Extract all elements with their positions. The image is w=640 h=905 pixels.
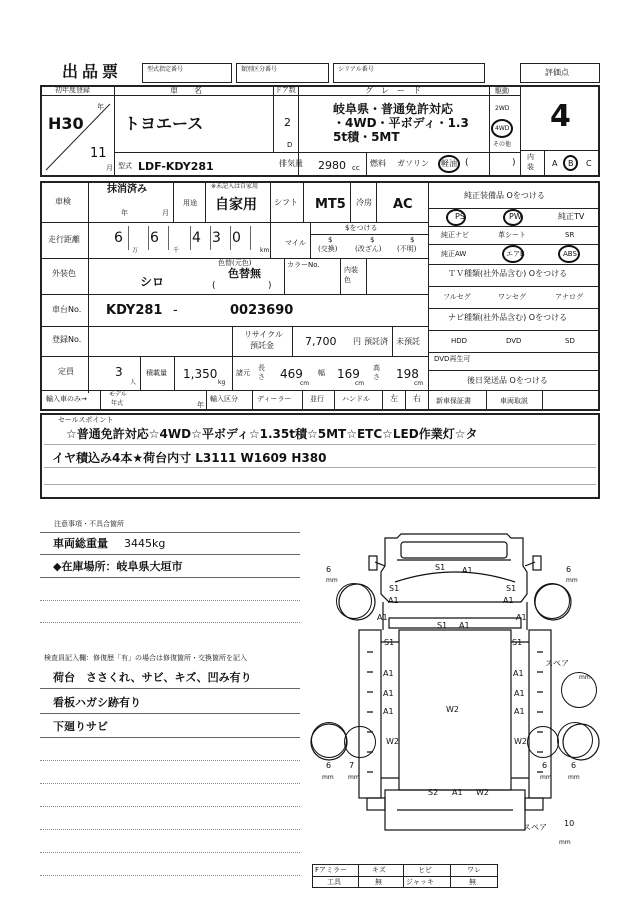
first-reg-month: 11 bbox=[90, 146, 107, 161]
after-title: 後日発送品 Oをつける bbox=[467, 376, 548, 385]
capacity-label: 定員 bbox=[58, 367, 74, 376]
import-year-unit: 年 bbox=[197, 401, 204, 409]
legend-r4: 無 bbox=[469, 878, 476, 886]
mark-w2: W2 bbox=[476, 788, 489, 797]
import-right: 右 bbox=[413, 394, 421, 403]
aircon-value: AC bbox=[393, 197, 413, 212]
katashiki-box bbox=[142, 63, 232, 83]
dims-len-label: 長さ bbox=[258, 364, 265, 381]
tv-analog: アナログ bbox=[555, 293, 583, 301]
color-label: 外装色 bbox=[52, 269, 76, 278]
chassis-prefix: KDY281 bbox=[106, 303, 163, 318]
tv-fullseg: フルセグ bbox=[443, 293, 471, 301]
equip-pw: PW bbox=[509, 212, 522, 221]
dims-width-label: 幅 bbox=[318, 369, 325, 377]
model-label: 型式 bbox=[118, 162, 132, 170]
mark-a1: A1 bbox=[383, 707, 394, 716]
equip-aw: 純正AW bbox=[441, 250, 467, 258]
aircon-label: 冷房 bbox=[356, 198, 372, 207]
inspector-line2: 看板ハガシ跡有り bbox=[53, 696, 141, 709]
first-reg-era: H30 bbox=[48, 114, 84, 133]
equip-airbag-circle bbox=[502, 245, 524, 263]
navi-title: ナビ種類(社外品含む) Oをつける bbox=[448, 313, 568, 322]
equip-sr: SR bbox=[565, 231, 575, 239]
equip-navi: 純正ナビ bbox=[441, 231, 469, 239]
usage-value: 自家用 bbox=[215, 197, 257, 213]
chassis-number: 0023690 bbox=[230, 303, 294, 318]
doors-value: 2 bbox=[284, 116, 291, 129]
navi-hdd: HDD bbox=[451, 337, 468, 345]
mileage-label: 走行距離 bbox=[48, 235, 80, 244]
after-warranty: 新車保証書 bbox=[436, 397, 471, 405]
notes-gvw-value: 3445kg bbox=[124, 537, 166, 550]
mark-w2: W2 bbox=[514, 737, 527, 746]
dims-height: 198 bbox=[396, 367, 419, 381]
fuel-diesel-circle bbox=[438, 155, 460, 173]
inspection-label: 車検 bbox=[55, 197, 71, 206]
legend-h2: キズ bbox=[372, 866, 386, 874]
katashiki-label: 型式指定番号 bbox=[147, 66, 184, 73]
tire-rear-left2-icon bbox=[344, 726, 376, 758]
grade-line1: 岐阜県・普通免許対応 bbox=[333, 102, 454, 116]
color-paren-close: ) bbox=[268, 281, 272, 291]
interior-b: B bbox=[568, 159, 574, 168]
tire-rl2-mm: mm bbox=[348, 774, 360, 781]
mark-a1: A1 bbox=[514, 707, 525, 716]
tire-rl2-depth: 7 bbox=[349, 761, 355, 770]
mileage-man: 万 bbox=[132, 247, 139, 254]
notes-location: ◆在庫場所：岐阜県大垣市 bbox=[53, 560, 183, 573]
grade-label: グ レ ー ド bbox=[365, 86, 421, 95]
equip-tv: 純正TV bbox=[558, 212, 585, 221]
tire-front-left-icon bbox=[336, 583, 372, 619]
mileage-mile-label: マイル bbox=[285, 239, 306, 247]
car-name-label: 車 名 bbox=[170, 86, 202, 95]
color-change-label: 色替(元色) bbox=[218, 259, 252, 267]
score-label-box bbox=[520, 63, 600, 83]
notes-gvw-label: 車両総重量 bbox=[53, 537, 108, 550]
odometer-opt1: $ bbox=[328, 236, 333, 244]
equip-ps: PS bbox=[455, 212, 465, 221]
mark-a1: A1 bbox=[383, 669, 394, 678]
sales-label: セールスポイント bbox=[58, 416, 114, 424]
serial-box bbox=[333, 63, 485, 83]
spare2-mm: mm bbox=[559, 839, 571, 846]
score-value: 4 bbox=[550, 99, 571, 134]
odometer-opt3-sub: (不明) bbox=[397, 245, 417, 253]
tire-front-right-icon bbox=[534, 583, 570, 619]
mark-s1: S1 bbox=[384, 638, 395, 647]
mark-s1: S1 bbox=[512, 638, 523, 647]
doors-label: ドア数 bbox=[275, 86, 296, 94]
odometer-opt3: $ bbox=[410, 236, 415, 244]
score-label: 評価点 bbox=[545, 68, 569, 77]
grade-line2: ・4WD・平ボディ・1.3 bbox=[333, 116, 469, 130]
displacement-label: 排気量 bbox=[279, 159, 303, 168]
navi-dvd: DVD bbox=[506, 337, 522, 345]
chassis-label: 車台No. bbox=[52, 305, 82, 314]
first-reg-month-unit: 月 bbox=[106, 164, 113, 172]
inspection-value: 抹消済み bbox=[107, 184, 147, 195]
capacity-unit: 人 bbox=[130, 379, 137, 386]
ruibetsu-box bbox=[236, 63, 329, 83]
mark-a1: A1 bbox=[452, 788, 463, 797]
mark-a1: A1 bbox=[459, 621, 470, 630]
import-model-year2: 年式 bbox=[111, 400, 124, 407]
color-value: シロ bbox=[140, 275, 165, 289]
tire-rear-right-icon bbox=[527, 726, 559, 758]
equipment-title: 純正装備品 Oをつける bbox=[464, 191, 545, 200]
spare1-label: スペア bbox=[545, 659, 569, 668]
equip-abs: ABS bbox=[563, 250, 577, 258]
form-title: 出品票 bbox=[62, 62, 123, 81]
tire-fr-mm: mm bbox=[566, 577, 578, 584]
fuel-paren-open: ( bbox=[465, 158, 469, 168]
spare1-mm: mm bbox=[579, 674, 591, 681]
regno-label: 登録No. bbox=[52, 335, 82, 344]
tv-title: ＴＶ種類(社外品含む) Oをつける bbox=[448, 269, 568, 278]
recycle-label1: リサイクル bbox=[244, 330, 283, 339]
fuel-label: 燃料 bbox=[370, 159, 386, 168]
import-handle-label: ハンドル bbox=[342, 395, 370, 403]
import-parallel: 並行 bbox=[310, 395, 324, 403]
tv-oneseg: ワンセグ bbox=[498, 293, 526, 301]
tire-rear-left-icon bbox=[311, 722, 347, 758]
mark-s1: S1 bbox=[389, 584, 400, 593]
drive-label: 駆動 bbox=[495, 87, 509, 95]
inspection-month-unit: 月 bbox=[162, 209, 169, 217]
inspection-year-unit: 年 bbox=[121, 209, 128, 217]
payload-label: 積載量 bbox=[146, 369, 167, 377]
legend-r2: 無 bbox=[375, 878, 382, 886]
doors-suffix: D bbox=[287, 141, 293, 149]
inspector-line3: 下廻りサビ bbox=[53, 720, 108, 733]
fuel-paren-close: ) bbox=[512, 158, 516, 168]
interior-color-label: 内装色 bbox=[344, 266, 358, 284]
usage-label: 用途 bbox=[183, 199, 197, 207]
odometer-dollar-label: $をつける bbox=[345, 224, 378, 232]
navi-dvd-play: DVD再生可 bbox=[434, 355, 471, 363]
legend-h3: ヒビ bbox=[418, 866, 432, 874]
equip-ps-circle bbox=[446, 209, 466, 226]
payload-unit: kg bbox=[218, 379, 226, 386]
mark-s1: S1 bbox=[435, 563, 446, 572]
odometer-opt1-sub: (交換) bbox=[318, 245, 338, 253]
damage-diagram bbox=[305, 532, 605, 862]
tire-fl-mm: mm bbox=[326, 577, 338, 584]
drive-2wd: 2WD bbox=[495, 105, 510, 112]
equip-airbag: エアB bbox=[506, 250, 525, 258]
tire-fl-depth: 6 bbox=[326, 565, 332, 574]
mark-w2: W2 bbox=[446, 705, 459, 714]
mileage-digit: 6 bbox=[150, 230, 159, 246]
grade-line3: 5t積・5MT bbox=[333, 130, 400, 144]
serial-label: シリアル番号 bbox=[338, 66, 374, 73]
first-reg-year-unit: 年 bbox=[97, 103, 104, 111]
interior-b-circle bbox=[563, 155, 578, 171]
tire-fr-depth: 6 bbox=[566, 565, 572, 574]
shift-label: シフト bbox=[274, 198, 298, 207]
recycle-unpaid: 未預託 bbox=[396, 337, 420, 346]
dims-len-unit: cm bbox=[300, 380, 310, 387]
mark-s2: S2 bbox=[428, 788, 439, 797]
tire-rl-depth: 6 bbox=[326, 761, 332, 770]
mileage-digit: 6 bbox=[114, 230, 123, 246]
mileage-digit: 0 bbox=[232, 230, 241, 246]
mark-a1: A1 bbox=[513, 669, 524, 678]
displacement-value: 2980 bbox=[318, 159, 346, 172]
drive-other: その他 bbox=[493, 141, 512, 148]
tire-rl-mm: mm bbox=[322, 774, 334, 781]
mark-w2: W2 bbox=[386, 737, 399, 746]
mark-a1: A1 bbox=[503, 596, 514, 605]
odometer-opt2-sub: (改ざん) bbox=[355, 245, 382, 253]
recycle-label2: 預託金 bbox=[250, 341, 274, 350]
interior-label: 内装 bbox=[527, 153, 534, 171]
mark-s1: S1 bbox=[506, 584, 517, 593]
equip-pw-circle bbox=[503, 209, 523, 226]
dims-width: 169 bbox=[337, 367, 360, 381]
color-change-value: 色替無 bbox=[228, 267, 261, 280]
dims-width-unit: cm bbox=[355, 380, 365, 387]
model-value: LDF-KDY281 bbox=[138, 160, 214, 173]
mark-s1: S1 bbox=[437, 621, 448, 630]
usage-note: ※未記入は自家用 bbox=[211, 183, 259, 190]
mileage-sen: 千 bbox=[173, 247, 180, 254]
drive-4wd: 4WD bbox=[495, 125, 510, 132]
ruibetsu-label: 類別区分番号 bbox=[241, 66, 278, 73]
fuel-gasoline: ガソリン bbox=[397, 159, 429, 168]
mark-a1: A1 bbox=[383, 689, 394, 698]
drive-4wd-circle bbox=[491, 119, 513, 138]
mark-a1: A1 bbox=[514, 689, 525, 698]
tire-rr2-mm: mm bbox=[568, 774, 580, 781]
mark-a1: A1 bbox=[388, 596, 399, 605]
interior-a: A bbox=[552, 159, 558, 168]
dims-height-unit: cm bbox=[414, 380, 424, 387]
legend-h4: ワレ bbox=[467, 866, 481, 874]
mileage-km: km bbox=[260, 247, 270, 254]
notes-label: 注意事項・不具合箇所 bbox=[54, 520, 124, 528]
dims-label: 諸元 bbox=[236, 369, 250, 377]
inspector-label: 検査員記入欄：修復歴「有」の場合は修復箇所・交換箇所を記入 bbox=[44, 654, 247, 662]
mileage-digit: 3 bbox=[212, 230, 221, 246]
mark-a1: A1 bbox=[377, 613, 388, 622]
car-name-value: トヨエース bbox=[124, 114, 204, 133]
legend-h1: Fアミラー bbox=[315, 866, 348, 874]
mark-a1: A1 bbox=[516, 613, 527, 622]
sales-line1: ☆普通免許対応☆4WD☆平ボディ☆1.35t積☆5MT☆ETC☆LED作業灯☆タ bbox=[66, 427, 478, 441]
recycle-unit: 円 bbox=[353, 337, 361, 346]
tire-rr-depth: 6 bbox=[542, 761, 548, 770]
import-model-year1: モデル bbox=[109, 391, 127, 398]
shift-value: MT5 bbox=[315, 197, 346, 212]
sales-line2: イヤ積込み4本★荷台内寸 L3111 W1609 H380 bbox=[52, 451, 327, 465]
payload-value: 1,350 bbox=[183, 367, 218, 381]
dims-len: 469 bbox=[280, 367, 303, 381]
recycle-value: 7,700 bbox=[305, 335, 337, 348]
color-no-label: カラーNo. bbox=[287, 261, 320, 269]
mileage-digit: 4 bbox=[192, 230, 201, 246]
first-reg-divider bbox=[40, 96, 114, 176]
import-left: 左 bbox=[390, 394, 398, 403]
spare2-label: スペア bbox=[523, 823, 547, 832]
odometer-opt2: $ bbox=[370, 236, 375, 244]
spare-tire-icon bbox=[561, 672, 597, 708]
after-manual: 車両取説 bbox=[500, 397, 528, 405]
chassis-dash: - bbox=[173, 303, 178, 318]
dims-height-label: 高さ bbox=[373, 364, 380, 381]
tire-rr-mm: mm bbox=[540, 774, 552, 781]
interior-c: C bbox=[586, 159, 592, 168]
displacement-unit: cc bbox=[352, 164, 360, 172]
inspector-line1: 荷台 ささくれ、サビ、キズ、凹み有り bbox=[53, 671, 252, 684]
spare2-depth: 10 bbox=[564, 819, 575, 828]
legend-r3: ジャッキ bbox=[406, 878, 434, 886]
mark-a1: A1 bbox=[462, 566, 473, 575]
capacity-value: 3 bbox=[115, 365, 123, 379]
navi-sd: SD bbox=[565, 337, 575, 345]
equip-abs-circle bbox=[558, 245, 580, 263]
recycle-paid: 預託済 bbox=[364, 337, 388, 346]
equip-leather: 革シート bbox=[498, 231, 526, 239]
import-label: 輸入車のみ→ bbox=[46, 395, 87, 403]
tire-rear-right2-icon bbox=[557, 722, 593, 758]
color-paren-open: ( bbox=[212, 281, 216, 291]
legend-r1: 工具 bbox=[327, 878, 341, 886]
tire-rr2-depth: 6 bbox=[571, 761, 577, 770]
import-dealer: ディーラー bbox=[257, 395, 292, 403]
fuel-diesel: 軽油 bbox=[441, 159, 457, 168]
import-div-label: 輸入区分 bbox=[210, 395, 238, 403]
first-reg-label: 初年度登録 bbox=[55, 86, 90, 94]
